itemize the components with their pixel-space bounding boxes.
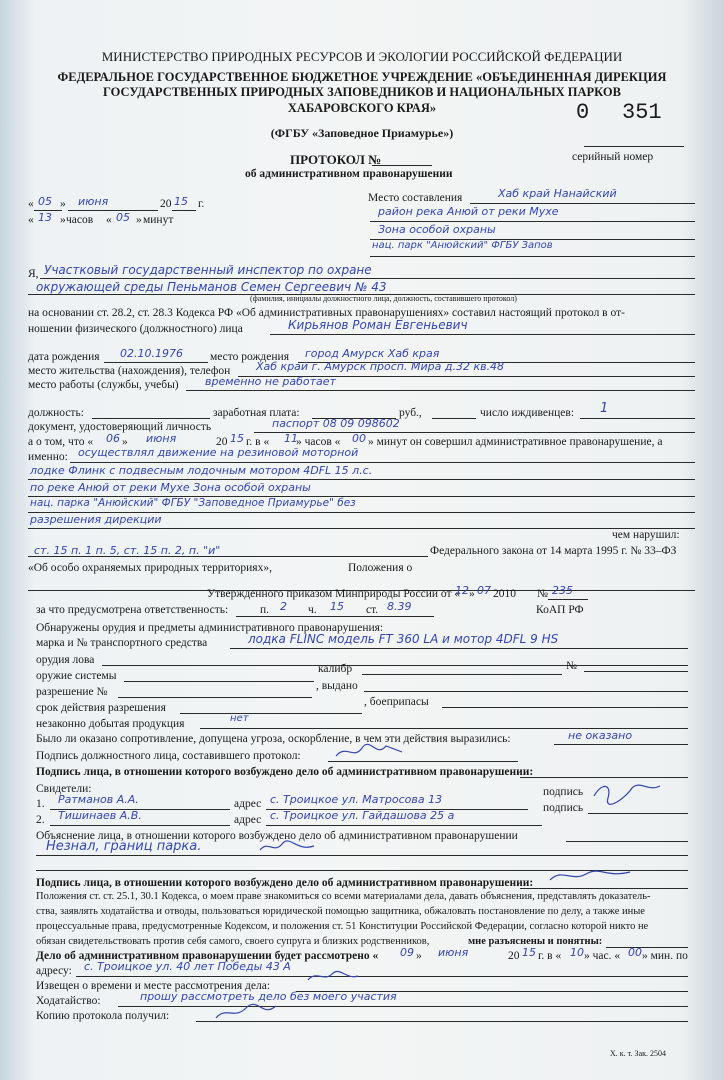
explanation-label: Объяснение лица, в отношении которого возбуждено дело об административном правонарушении — [36, 830, 518, 842]
id-document: паспорт 08 09 098602 — [272, 417, 400, 430]
federal-law: Федерального закона от 14 марта 1995 г. № 33–ФЗ — [430, 545, 677, 557]
serial-label: серийный номер — [572, 151, 654, 163]
rights-text-1: Положения ст. ст. 25.1, 30.1 Кодекса, о моем праве знакомиться со всеми материалами дела, давать объяснения, представлять доказатель- — [36, 891, 651, 902]
time-hour: 13 — [38, 211, 52, 224]
ministry-title: МИНИСТЕРСТВО ПРИРОДНЫХ РЕСУРСОВ И ЭКОЛОГИИ РОССИЙСКОЙ ФЕДЕРАЦИИ — [101, 49, 623, 64]
liability-chapter: 15 — [330, 600, 344, 613]
witness-1-signature — [588, 778, 668, 808]
violated-articles: ст. 15 п. 1 п. 5, ст. 15 п. 2, п. "и" — [34, 544, 221, 557]
offence-line-4: нац. парка "Анюйский" ФГБУ "Заповедное Приамурье" без — [30, 497, 356, 509]
rights-text-3: процессуальные права, предусмотренные Кодексом, и положения ст. 51 Конституции Российской Федерации, согласно которой никто не — [36, 921, 649, 932]
offence-hour: 11 — [284, 432, 298, 445]
serial-prefix: 0 — [576, 100, 590, 125]
protocol-subtitle: об административном правонарушении — [245, 168, 453, 180]
basis-text: на основании ст. 28.2, ст. 28.3 Кодекса РФ «Об административных правонарушениях» составил настоящий протокол в от- — [28, 307, 625, 319]
resistance-value: не оказано — [568, 729, 633, 742]
officer-line-2: окружающей среды Пеньманов Семен Сергеевич № 43 — [36, 280, 387, 294]
offence-line-5: разрешения дирекции — [30, 513, 162, 526]
place-label: Место составления — [368, 192, 463, 204]
work-place: временно не работает — [205, 375, 336, 388]
accused-signature — [546, 866, 636, 886]
offence-line-1: осуществлял движение на резиновой моторной — [78, 446, 359, 459]
org-short-name: (ФГБУ «Заповедное Приамурье») — [270, 126, 454, 140]
dependents-count: 1 — [600, 401, 609, 416]
illegal-product: нет — [230, 713, 249, 724]
offence-day: 06 — [106, 432, 120, 445]
place-line-2: район река Анюй от реки Мухе — [378, 205, 559, 218]
birth-date: 02.10.1976 — [120, 347, 183, 360]
place-line-3: Зона особой охраны — [378, 223, 496, 236]
order-month: 07 — [477, 584, 491, 597]
protocol-page: МИНИСТЕРСТВО ПРИРОДНЫХ РЕСУРСОВ И ЭКОЛОГИИ РОССИЙСКОЙ ФЕДЕРАЦИИ ФЕДЕРАЛЬНОЕ ГОСУДАРСТВЕННОЕ БЮДЖЕТНОЕ УЧРЕЖДЕНИЕ «ОБЪЕДИНЕННАЯ ДИРЕКЦИЯ ГОСУДАРСТВЕННЫХ ПРИРОДНЫХ ЗАПОВЕДНИКОВ И НАЦИОНАЛЬНЫХ ПАРКОВ ХАБАРОВСКОГО КРАЯ» (ФГБУ «Заповедное Приамурье») 0 351 ПРОТОКОЛ № серийный номер об административном правонарушении « 05 » июня 20 15 г. « 13 » часов « 05 » минут Место составления Хаб край Нанайский район река Анюй от реки Мухе Зона особой охраны нац. парк "Анюйский" ФГБУ Запов Я, Участковый государственный инспектор по охране окружающей среды Пеньманов Семен Сергеевич № 43 (фамилия, инициалы должностного лица, должность, составившего протокол) на основании ст. 28.2, ст. 28.3 Кодекса РФ «Об административных правонарушениях» составил настоящий протокол в от- ношении физического (должностного) лица Кирьянов Роман Евгеньевич дата рождения 02.10.1976 место рождения город Амурск Хаб края место жительства (нахождения), телефон Хаб край г. Амурск просп. Мира д.32 кв.48 место работы (службы, учебы) временно не работает должность: заработная плата: руб., число иждивенцев: 1 документ, удостоверяющий личность паспорт 08 09 098602 а о том, что « 06 » июня 20 15 г. в « 11 » часов « 00 » минут он совершил административное правонарушение, а именно: осуществлял движение на резиновой моторной лодке Флинк с подвесным лодочным мотором 4DFL 15 л.с. по реке Анюй от реки Мухе Зона особой охраны нац. парка "Анюйский" ФГБУ "Заповедное Приамурье" без разрешения дирекции чем нарушил: ст. 15 п. 1 п. 5, ст. 15 п. 2, п. "и" Федерального закона от 14 марта 1995 г. № 33–ФЗ «Об особо охраняемых природных территориях», Положения о Утвержденного приказом Минприроды России от « 12 » 07 2010 № 235 за что предусмотрена ответственность: п. 2 ч. 15 ст. 8.39 КоАП РФ Обнаружены орудия и предметы административного правонарушения: марка и № транспортного средства лодка FLINC модель FT 360 LA и мотор 4DFL 9 HS орудия лова оружие системы калибр № разрешение № , выдано срок действия разрешения , боеприпасы незаконно добытая продукция нет Было ли оказано сопротивление, допущена угроза, оскорбление, в чем эти действия выразились: не оказано Подпись должностного лица, составившего протокол: Подпись лица, в отношении которого возбуждено дело об административном правонарушении: Свидетели: 1. Ратманов А.А. адрес с. Троицкое ул. Матросова 13 подпись 2. Тишинаев А.В. адрес с. Троицкое ул. Гайдашова 25 а подпись Объяснение лица, в отношении которого возбуждено дело об административном правонарушении Незнал, границ парка. Подпись лица, в отношении которого возбуждено дело об административном правонарушении: Положения ст. ст. 25.1, 30.1 Кодекса, о моем праве знакомиться со всеми материалами дела, давать объяснения, представлять доказатель- ства, заявлять ходатайства и отводы, пользоваться юридической помощью защитника, обжаловать постановление по делу, а также иные процессуальные права, предусмотренные Кодексом, и положения ст. 51 Конституции Российской Федерации, согласно которой никто не обязан свидетельствовать против себя самого, своего супруга и близких родственников, мне разъяснены и понятны: Дело об административном правонарушении будет рассмотрено « 09 » июня 20 15 г. в « 10 » час. « 00 » мин. по адресу: с. Троицкое ул. 40 лет Победы 43 А Извещен о времени и месте рассмотрения дела: Ходатайство: прошу рассмотреть дело без моего участия Копию протокола получил: Х. к. т. Зак. 2504 — [0, 0, 724, 1080]
witness-2-address: с. Троицкое ул. Гайдашова 25 а — [270, 809, 455, 822]
liability-part: 2 — [280, 600, 287, 613]
place-line-1: Хаб край Нанайский — [498, 187, 617, 200]
offence-month: июня — [146, 432, 177, 445]
offence-year: 15 — [230, 432, 244, 445]
explanation-text: Незнал, границ парка. — [46, 839, 202, 854]
hearing-year: 15 — [522, 946, 536, 959]
hearing-month: июня — [438, 946, 469, 959]
witness-1-address: с. Троицкое ул. Матросова 13 — [270, 793, 443, 806]
date-day: 05 — [38, 195, 52, 208]
notified-signature — [304, 968, 364, 986]
org-line-1: ФЕДЕРАЛЬНОЕ ГОСУДАРСТВЕННОЕ БЮДЖЕТНОЕ УЧРЕЖДЕНИЕ «ОБЪЕДИНЕННАЯ ДИРЕКЦИЯ — [57, 70, 667, 84]
offence-line-2: лодке Флинк с подвесным лодочным мотором 4DFL 15 л.с. — [30, 464, 373, 477]
time-minute: 05 — [116, 211, 130, 224]
order-day: 12 — [455, 584, 469, 597]
witness-1-name: Ратманов А.А. — [58, 793, 139, 806]
protocol-title: ПРОТОКОЛ № — [290, 152, 382, 167]
hearing-day: 09 — [400, 946, 414, 959]
serial-number: 351 — [622, 100, 662, 125]
motion-text: прошу рассмотреть дело без моего участия — [140, 990, 397, 1003]
hearing-hour: 10 — [570, 946, 584, 959]
offence-minute: 00 — [352, 432, 366, 445]
hearing-minute: 00 — [628, 946, 642, 959]
vehicle: лодка FLINC модель FT 360 LA и мотор 4DFL 9 HS — [248, 632, 559, 646]
print-footer: Х. к. т. Зак. 2504 — [610, 1049, 667, 1058]
place-line-4: нац. парк "Анюйский" ФГБУ Запов — [372, 240, 553, 251]
rights-text-4: обязан свидетельствовать против себя самого, своего супруга и близких родственников, — [36, 936, 430, 947]
officer-caption: (фамилия, инициалы должностного лица, должность, составившего протокол) — [250, 294, 517, 303]
officer-line-1: Участковый государственный инспектор по охране — [44, 263, 372, 277]
date-year: 15 — [174, 195, 188, 208]
resistance-label: Было ли оказано сопротивление, допущена угроза, оскорбление, в чем эти действия выразились: — [36, 733, 511, 745]
org-line-3: ХАБАРОВСКОГО КРАЯ» — [287, 101, 437, 115]
order-number: 235 — [552, 584, 573, 597]
officer-signature — [332, 740, 412, 762]
date-month: июня — [78, 195, 109, 208]
org-line-2: ГОСУДАРСТВЕННЫХ ПРИРОДНЫХ ЗАПОВЕДНИКОВ И НАЦИОНАЛЬНЫХ ПАРКОВ — [103, 85, 621, 99]
liability-article: 8.39 — [387, 600, 412, 613]
hearing-address: с. Троицкое ул. 40 лет Победы 43 А — [84, 960, 291, 973]
witness-2-name: Тишинаев А.В. — [58, 809, 142, 822]
offence-line-3: по реке Анюй от реки Мухе Зона особой охраны — [30, 481, 311, 494]
residence: Хаб край г. Амурск просп. Мира д.32 кв.48 — [256, 360, 505, 373]
explanation-signature — [256, 836, 326, 856]
person-name: Кирьянов Роман Евгеньевич — [288, 318, 468, 332]
rights-text-2: ства, заявлять ходатайства и отводы, пользоваться юридической помощью защитника, обжаловать постановление по делу, а также иные — [36, 906, 645, 917]
birth-place: город Амурск Хаб края — [305, 347, 440, 360]
